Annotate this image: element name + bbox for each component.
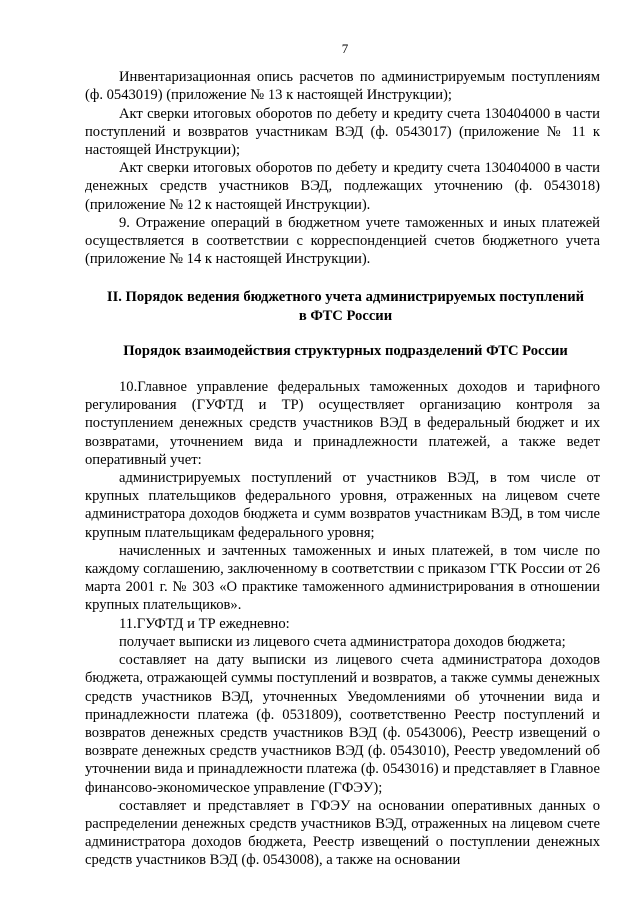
- section-heading: [85, 288, 600, 324]
- subheading: Порядок взаимодействия структурных подразделений ФТС России: [123, 342, 568, 359]
- paragraph-compiles-registers: составляет на дату выписки из лицевого счета администратора доходов бюджета, отражающей суммы поступлений и возвратов, а также суммы денежных средств участников ВЭД, уточненных Уведомлениями об уточнении вида и принадлежности платежа (ф. 0531809), соответственно Реестр поступлений и возвратов денежных средств участников ВЭД (ф. 0543006), Реестр извещений о возврате денежных средств участников ВЭД (ф. 0543010), Реестр уведомлений об уточнении вида и принадлежности платежа (ф. 0543016) и представляет в Главное финансово-экономическое управление (ГФЭУ);: [85, 652, 600, 796]
- paragraph-administered-receipts: администрируемых поступлений от участников ВЭД, в том числе от крупных плательщиков федерального уровня, отраженных на лицевом счете администратора доходов бюджета и сумм возвратов участникам ВЭД, в том числе крупным плательщикам федерального уровня;: [85, 470, 600, 541]
- paragraph-accrued-payments: начисленных и зачтенных таможенных и иных платежей, в том числе по каждому соглашению, заключенному в соответствии с приказом ГТК России от 26 марта 2001 г. № 303 «О практике таможенного администрирования в отношении крупных плательщиков».: [85, 542, 600, 614]
- paragraph-item-9: 9. Отражение операций в бюджетном учете таможенных и иных платежей осуществляется в соответствии с корреспонденцией счетов бюджетного учета (приложение № 14 к настоящей Инструкции).: [85, 214, 600, 268]
- section-heading-line-1: II. Порядок ведения бюджетного учета администрируемых поступлений: [106, 289, 585, 306]
- paragraph-compiles-and-submits: составляет и представляет в ГФЭУ на основании оперативных данных о распределении денежных средств участников ВЭД, отраженных на лицевом счете администратора доходов бюджета, Реестр извещений о поступлении денежных средств участников ВЭД (ф. 0543008), а также на основании: [85, 797, 600, 869]
- paragraph-item-10: 10.Главное управление федеральных таможенных доходов и тарифного регулирования (ГУФТД и ТР) осуществляет организацию контроля за поступлением денежных средств участников ВЭД в федеральный бюджет и их возвратами, уточнением вида и принадлежности платежей, а также ведет оперативный учет:: [85, 379, 600, 468]
- paragraph-receives-statements: получает выписки из лицевого счета администратора доходов бюджета;: [119, 633, 566, 650]
- paragraph-item-11: 11.ГУФТД и ТР ежедневно:: [119, 615, 290, 632]
- paragraph-act-receipts: Акт сверки итоговых оборотов по дебету и кредиту счета 130404000 в части поступлений и возвратов участникам ВЭД (ф. 0543017) (приложение № 11 к настоящей Инструкции);: [85, 105, 600, 159]
- document-page: [85, 40, 600, 870]
- section-heading-line-2: в ФТС России: [298, 307, 393, 324]
- paragraph-act-clarification: Акт сверки итоговых оборотов по дебету и кредиту счета 130404000 в части денежных средств участников ВЭД, подлежащих уточнению (ф. 0543018) (приложение № 12 к настоящей Инструкции).: [85, 160, 600, 213]
- paragraph-inventory: Инвентаризационная опись расчетов по администрируемым поступлениям (ф. 0543019) (приложение № 13 к настоящей Инструкции);: [85, 69, 600, 104]
- page-number: 7: [341, 41, 349, 56]
